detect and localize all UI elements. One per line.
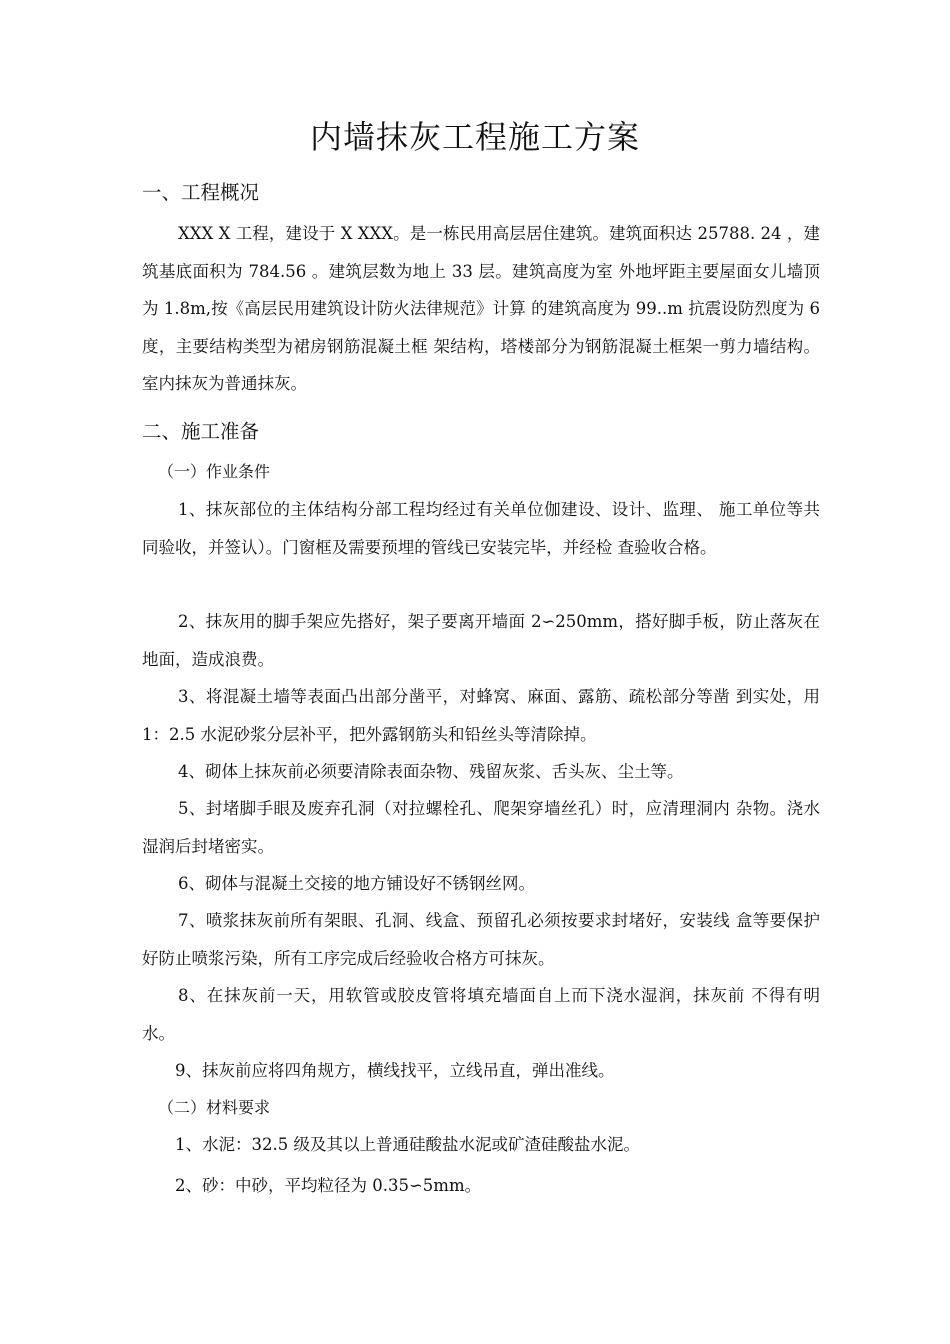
- subsection-heading-work-conditions: （一）作业条件: [158, 462, 271, 481]
- list-item: 4、砌体上抹灰前必须要清除表面杂物、残留灰浆、舌头灰、尘土等。: [178, 762, 684, 781]
- section-heading-overview: 一、工程概况: [142, 181, 260, 204]
- list-item: 3、将混凝土墙等表面凸出部分凿平，对蜂窝、麻面、露筋、疏松部分等凿 到实处，用 1：2.5 水泥砂浆分层补平，把外露钢筋头和铅丝头等清除掉。: [142, 687, 820, 744]
- list-item: 6、砌体与混凝土交接的地方铺设好不锈钢丝网。: [178, 874, 535, 893]
- list-item: 8、在抹灰前一天，用软管或胶皮管将填充墙面自上而下浇水湿润，抹灰前 不得有明水。: [142, 986, 820, 1043]
- list-item: 2、砂：中砂，平均粒径为 0.35∽5mm。: [175, 1176, 482, 1195]
- list-item: 9、抹灰前应将四角规方，横线找平，立线吊直，弹出准线。: [175, 1061, 615, 1080]
- subsection-heading-materials: （二）材料要求: [158, 1098, 271, 1117]
- list-item: 7、喷浆抹灰前所有架眼、孔洞、线盒、预留孔必须按要求封堵好，安装线 盒等要保护好防止喷浆污染，所有工序完成后经验收合格方可抹灰。: [142, 911, 820, 968]
- overview-paragraph: XXX X 工程，建设于 X XXX。是一栋民用高层居住建筑。建筑面积达 25788. 24 ，建筑基底面积为 784.56 。建筑层数为地上 33 层。建筑高度为室 外地坪距主要屋面女儿墙顶为 1.8m,按《高层民用建筑设计防火法律规范》计算 的建筑高度为 99..m 抗震设防烈度为 6 度，主要结构类型为裙房钢筋混凝土框 架结构，塔楼部分为钢筋混凝土框架一剪力墙结构。室内抹灰为普通抹灰。: [142, 224, 820, 393]
- list-item: 2、抹灰用的脚手架应先搭好，架子要离开墙面 2∽250mm，搭好脚手板，防止落灰在地面，造成浪费。: [142, 612, 820, 669]
- section-heading-preparation: 二、施工准备: [142, 420, 260, 443]
- document-title: 内墙抹灰工程施工方案: [309, 118, 640, 156]
- list-item: 1、水泥：32.5 级及其以上普通硅酸盐水泥或矿渣硅酸盐水泥。: [175, 1135, 640, 1154]
- list-item: 1、抹灰部位的主体结构分部工程均经过有关单位伽建设、设计、监理、 施工单位等共同验收，并签认）。门窗框及需要预埋的管线已安装完毕，并经检 查验收合格。: [142, 500, 820, 557]
- list-item: 5、封堵脚手眼及废弃孔洞（对拉螺栓孔、爬架穿墙丝孔）时，应清理洞内 杂物。浇水湿润后封堵密实。: [142, 799, 820, 856]
